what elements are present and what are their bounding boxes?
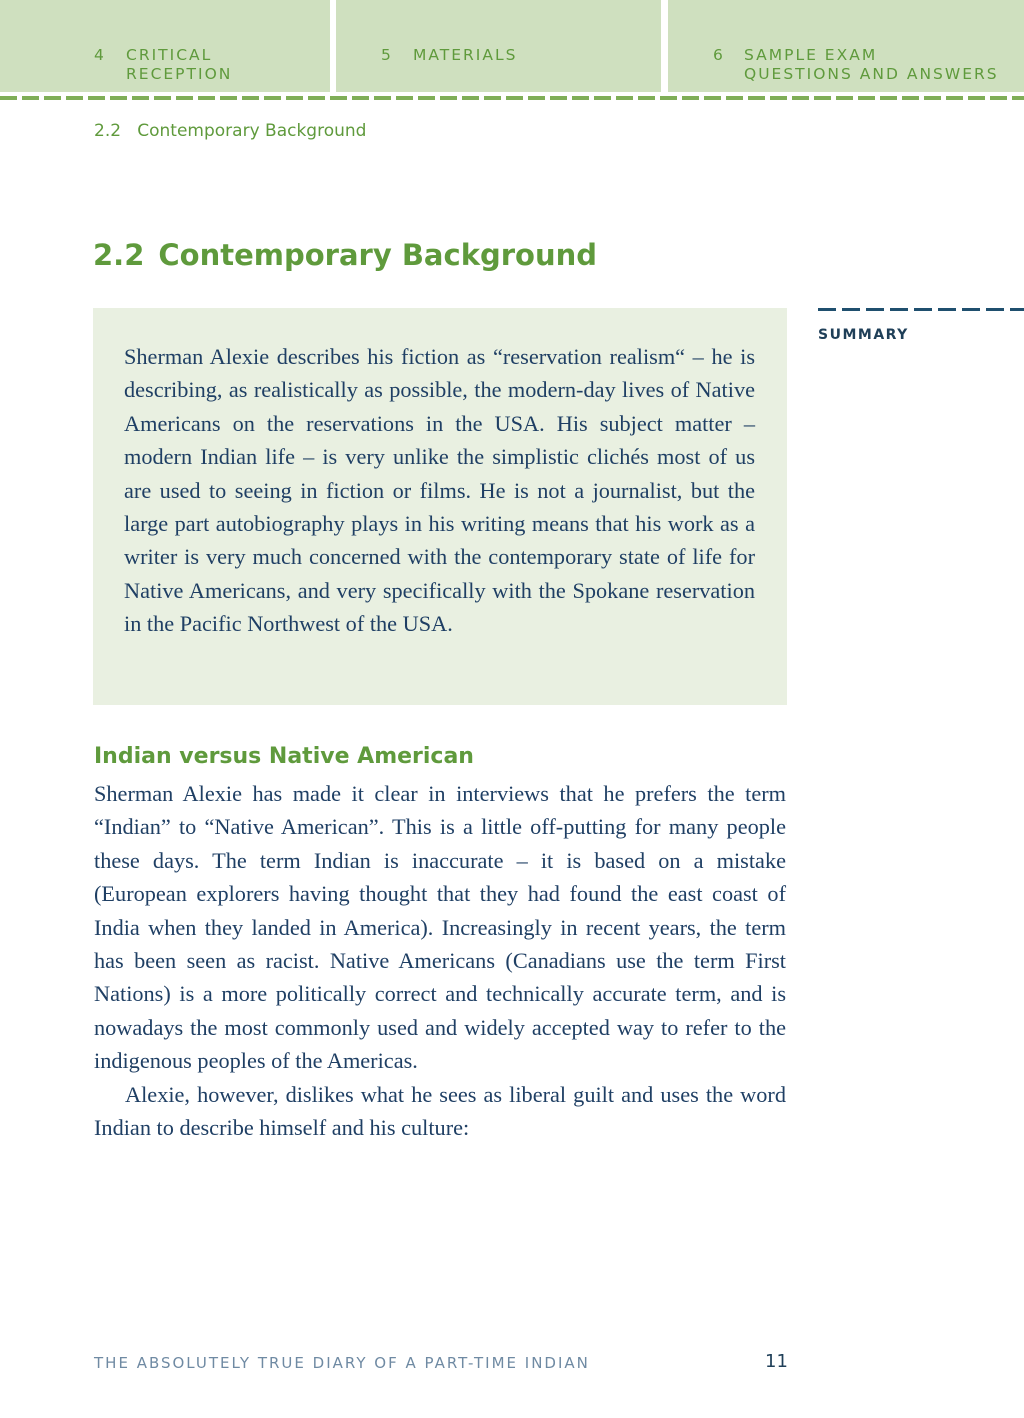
section-title <box>93 238 597 272</box>
tab-number: 4 <box>94 46 106 64</box>
margin-dashed-rule <box>818 308 1024 311</box>
tab-label: SAMPLE EXAM QUESTIONS AND ANSWERS <box>744 46 999 83</box>
tab-number: 5 <box>381 46 393 64</box>
subsection-title: Indian versus Native American <box>94 744 474 769</box>
summary-box <box>93 308 787 705</box>
summary-text: Sherman Alexie describes his fiction as “reservation realism“ – he is describing, as realistically as possible, the modern-day lives of Native Americans on the reservations in the USA. His subject matter – modern Indian life – is very unlike the simplistic clichés most of us are used to seeing in fiction or films. He is not a journalist, but the large part autobiography plays in his writing means that his work as a writer is very much concerned with the contemporary state of life for Native Americans, and very specifically with the Spokane reservation in the Pacific Northwest of the USA. <box>124 344 755 637</box>
tab-label: CRITICAL RECEPTION <box>126 46 233 83</box>
body-text <box>94 777 786 1144</box>
header-dashed-rule <box>0 96 1024 100</box>
page-number: 11 <box>765 1351 788 1372</box>
margin-summary-label: SUMMARY <box>818 327 909 343</box>
running-head: 2.2 Contemporary Background <box>94 121 367 141</box>
body-paragraph: Alexie, however, dislikes what he sees as liberal guilt and uses the word Indian to describe himself and his culture: <box>94 1081 786 1141</box>
section-title-text: Contemporary Background <box>158 238 598 272</box>
tab-critical-reception[interactable] <box>0 0 330 92</box>
footer-book-title: THE ABSOLUTELY TRUE DIARY OF A PART-TIME INDIAN <box>94 1354 590 1372</box>
tab-label: MATERIALS <box>413 46 518 64</box>
section-number: 2.2 <box>93 238 145 272</box>
tab-materials[interactable] <box>336 0 661 92</box>
tab-sample-exam[interactable] <box>668 0 1024 92</box>
tab-number: 6 <box>713 46 725 64</box>
body-paragraph: Sherman Alexie has made it clear in interviews that he prefers the term “Indian” to “Native American”. This is a little off-putting for many people these days. The term Indian is inaccurate – it is based on a mistake (European explorers having thought that they had found the east coast of India when they landed in America). Increasingly in recent years, the term has been seen as racist. Native Americans (Canadians use the term First Nations) is a more politically correct and technically accurate term, and is nowadays the most commonly used and widely accepted way to refer to the indigenous peoples of the Americas. <box>94 781 786 1074</box>
